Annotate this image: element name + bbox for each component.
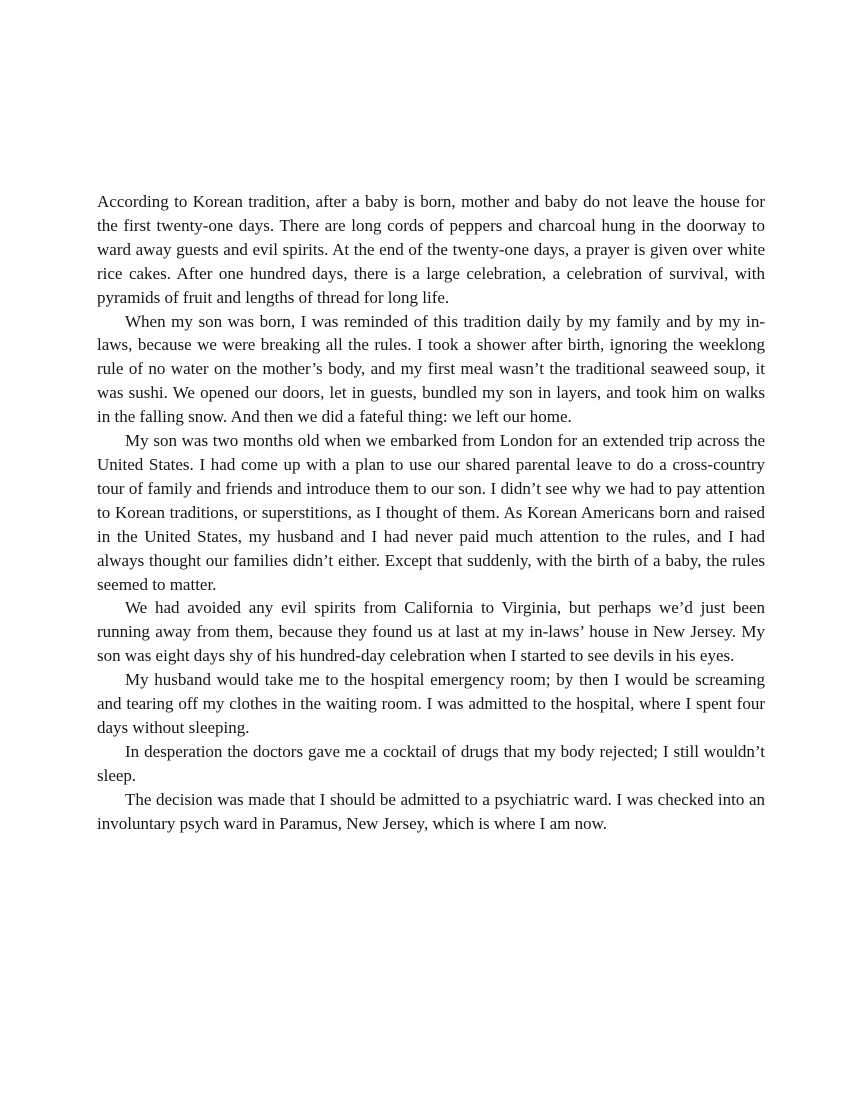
paragraph-cocktail-of-drugs: In desperation the doctors gave me a cocktail of drugs that my body rejected; I still wouldn’t sleep. — [97, 741, 765, 785]
paragraph-evil-spirits: We had avoided any evil spirits from California to Virginia, but perhaps we’d just been running away from them, because they found us at last at my in-laws’ house in New Jersey. My son was eight days shy of his hundred-day celebration when I started to see devils in his eyes. — [97, 598, 765, 666]
paragraph-korean-tradition: According to Korean tradition, after a baby is born, mother and baby do not leave the house for the first twenty-one days. There are long cords of peppers and charcoal hung in the doorway to ward away guests and evil spirits. At the end of the twenty-one days, a prayer is given over white rice cakes. After one hundred days, there is a large celebration, a celebration of survival, with pyramids of fruit and lengths of thread for long life. — [97, 192, 765, 307]
paragraph-psychiatric-ward: The decision was made that I should be admitted to a psychiatric ward. I was checked into an involuntary psych ward in Paramus, New Jersey, which is where I am now. — [97, 789, 765, 833]
paragraph-emergency-room: My husband would take me to the hospital emergency room; by then I would be screaming and tearing off my clothes in the waiting room. I was admitted to the hospital, where I spent four days without sleeping. — [97, 670, 765, 737]
body-text — [97, 190, 765, 835]
paragraph-two-months-old: My son was two months old when we embarked from London for an extended trip across the United States. I had come up with a plan to use our shared parental leave to do a cross-country tour of family and friends and introduce them to our son. I didn’t see why we had to pay attention to Korean traditions, or superstitions, as I thought of them. As Korean Americans born and raised in the United States, my husband and I had never paid much attention to the rules, and I had always thought our families didn’t either. Except that suddenly, with the birth of a baby, the rules seemed to matter. — [97, 431, 765, 594]
paragraph-when-my-son-was-born: When my son was born, I was reminded of this tradition daily by my family and by my in-laws, because we were breaking all the rules. I took a shower after birth, ignoring the weeklong rule of no water on the mother’s body, and my first meal wasn’t the traditional seaweed soup, it was sushi. We opened our doors, let in guests, bundled my son in layers, and took him on walks in the falling snow. And then we did a fateful thing: we left our home. — [97, 311, 765, 427]
